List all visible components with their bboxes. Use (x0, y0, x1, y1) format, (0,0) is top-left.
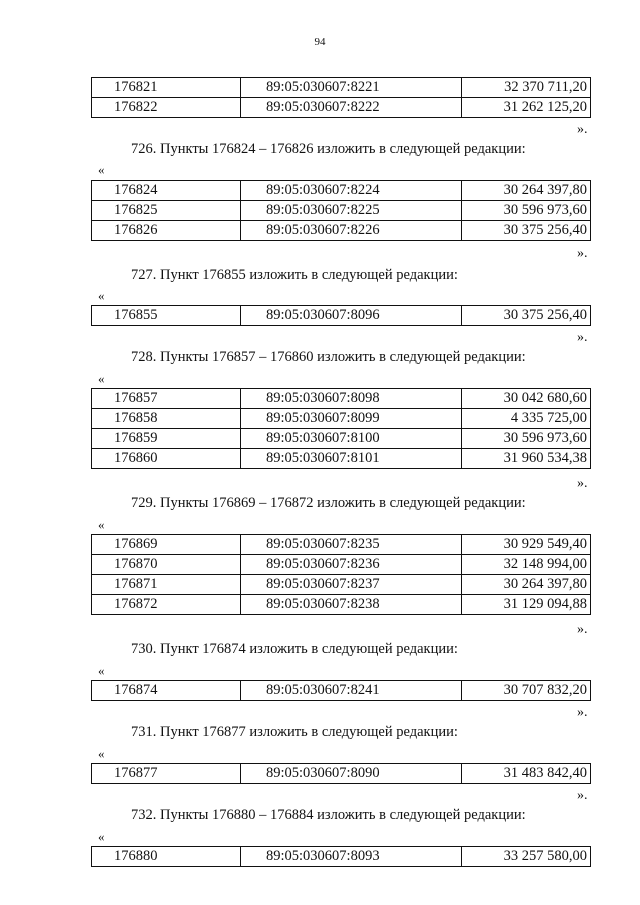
paragraph-730: 730. Пункт 176874 изложить в следующей редакции: (131, 641, 458, 657)
cell-value: 31 960 534,38 (462, 449, 591, 469)
cell-number: 176821 (92, 78, 241, 98)
table-729 (91, 534, 591, 615)
opening-quote: « (98, 663, 105, 678)
cell-value: 32 370 711,20 (462, 78, 591, 98)
cell-value: 30 596 973,60 (462, 201, 591, 221)
cell-cadastral: 89:05:030607:8225 (241, 201, 462, 221)
cell-value: 4 335 725,00 (462, 409, 591, 429)
closing-quote: ». (577, 705, 588, 720)
closing-quote: ». (577, 122, 588, 137)
cell-number: 176870 (92, 555, 241, 575)
cell-cadastral: 89:05:030607:8221 (241, 78, 462, 98)
cell-value: 31 262 125,20 (462, 98, 591, 118)
table-continuation (91, 77, 591, 118)
opening-quote: « (98, 371, 105, 386)
cell-number: 176855 (92, 306, 241, 326)
table-row (92, 98, 591, 118)
table-727 (91, 305, 591, 326)
cell-cadastral: 89:05:030607:8241 (241, 681, 462, 701)
table-row (92, 389, 591, 409)
table-731 (91, 763, 591, 784)
cell-number: 176880 (92, 847, 241, 867)
table-row (92, 575, 591, 595)
table-728 (91, 388, 591, 469)
cell-cadastral: 89:05:030607:8096 (241, 306, 462, 326)
cell-value: 30 264 397,80 (462, 181, 591, 201)
paragraph-728: 728. Пункты 176857 – 176860 изложить в следующей редакции: (131, 349, 526, 365)
cell-value: 31 129 094,88 (462, 595, 591, 615)
cell-number: 176871 (92, 575, 241, 595)
table-row (92, 847, 591, 867)
cell-cadastral: 89:05:030607:8101 (241, 449, 462, 469)
paragraph-732: 732. Пункты 176880 – 176884 изложить в следующей редакции: (131, 807, 526, 823)
table-row (92, 181, 591, 201)
closing-quote: ». (577, 246, 588, 261)
table-row (92, 409, 591, 429)
table-row (92, 555, 591, 575)
opening-quote: « (98, 162, 105, 177)
cell-value: 33 257 580,00 (462, 847, 591, 867)
cell-number: 176857 (92, 389, 241, 409)
cell-number: 176859 (92, 429, 241, 449)
cell-value: 30 596 973,60 (462, 429, 591, 449)
cell-number: 176869 (92, 535, 241, 555)
cell-number: 176877 (92, 764, 241, 784)
cell-value: 30 929 549,40 (462, 535, 591, 555)
table-726 (91, 180, 591, 241)
table-row (92, 595, 591, 615)
cell-number: 176858 (92, 409, 241, 429)
cell-cadastral: 89:05:030607:8226 (241, 221, 462, 241)
cell-cadastral: 89:05:030607:8222 (241, 98, 462, 118)
cell-value: 32 148 994,00 (462, 555, 591, 575)
cell-value: 31 483 842,40 (462, 764, 591, 784)
table-row (92, 429, 591, 449)
cell-cadastral: 89:05:030607:8236 (241, 555, 462, 575)
cell-value: 30 042 680,60 (462, 389, 591, 409)
table-row (92, 306, 591, 326)
cell-cadastral: 89:05:030607:8099 (241, 409, 462, 429)
closing-quote: ». (577, 476, 588, 491)
cell-number: 176874 (92, 681, 241, 701)
opening-quote: « (98, 746, 105, 761)
cell-number: 176825 (92, 201, 241, 221)
page-number: 94 (314, 36, 326, 48)
paragraph-727: 727. Пункт 176855 изложить в следующей редакции: (131, 267, 458, 283)
opening-quote: « (98, 288, 105, 303)
paragraph-729: 729. Пункты 176869 – 176872 изложить в следующей редакции: (131, 495, 526, 511)
cell-value: 30 375 256,40 (462, 306, 591, 326)
cell-cadastral: 89:05:030607:8093 (241, 847, 462, 867)
closing-quote: ». (577, 622, 588, 637)
closing-quote: ». (577, 788, 588, 803)
cell-number: 176872 (92, 595, 241, 615)
closing-quote: ». (577, 330, 588, 345)
paragraph-731: 731. Пункт 176877 изложить в следующей редакции: (131, 724, 458, 740)
table-row (92, 449, 591, 469)
cell-cadastral: 89:05:030607:8224 (241, 181, 462, 201)
cell-number: 176824 (92, 181, 241, 201)
cell-value: 30 375 256,40 (462, 221, 591, 241)
cell-value: 30 264 397,80 (462, 575, 591, 595)
table-row (92, 535, 591, 555)
cell-cadastral: 89:05:030607:8090 (241, 764, 462, 784)
table-row (92, 764, 591, 784)
cell-cadastral: 89:05:030607:8235 (241, 535, 462, 555)
cell-number: 176826 (92, 221, 241, 241)
table-730 (91, 680, 591, 701)
table-row (92, 201, 591, 221)
opening-quote: « (98, 517, 105, 532)
cell-cadastral: 89:05:030607:8100 (241, 429, 462, 449)
cell-number: 176860 (92, 449, 241, 469)
paragraph-726: 726. Пункты 176824 – 176826 изложить в следующей редакции: (131, 141, 526, 157)
cell-cadastral: 89:05:030607:8237 (241, 575, 462, 595)
table-row (92, 78, 591, 98)
cell-cadastral: 89:05:030607:8098 (241, 389, 462, 409)
table-row (92, 221, 591, 241)
opening-quote: « (98, 829, 105, 844)
table-732 (91, 846, 591, 867)
cell-number: 176822 (92, 98, 241, 118)
table-row (92, 681, 591, 701)
cell-value: 30 707 832,20 (462, 681, 591, 701)
cell-cadastral: 89:05:030607:8238 (241, 595, 462, 615)
